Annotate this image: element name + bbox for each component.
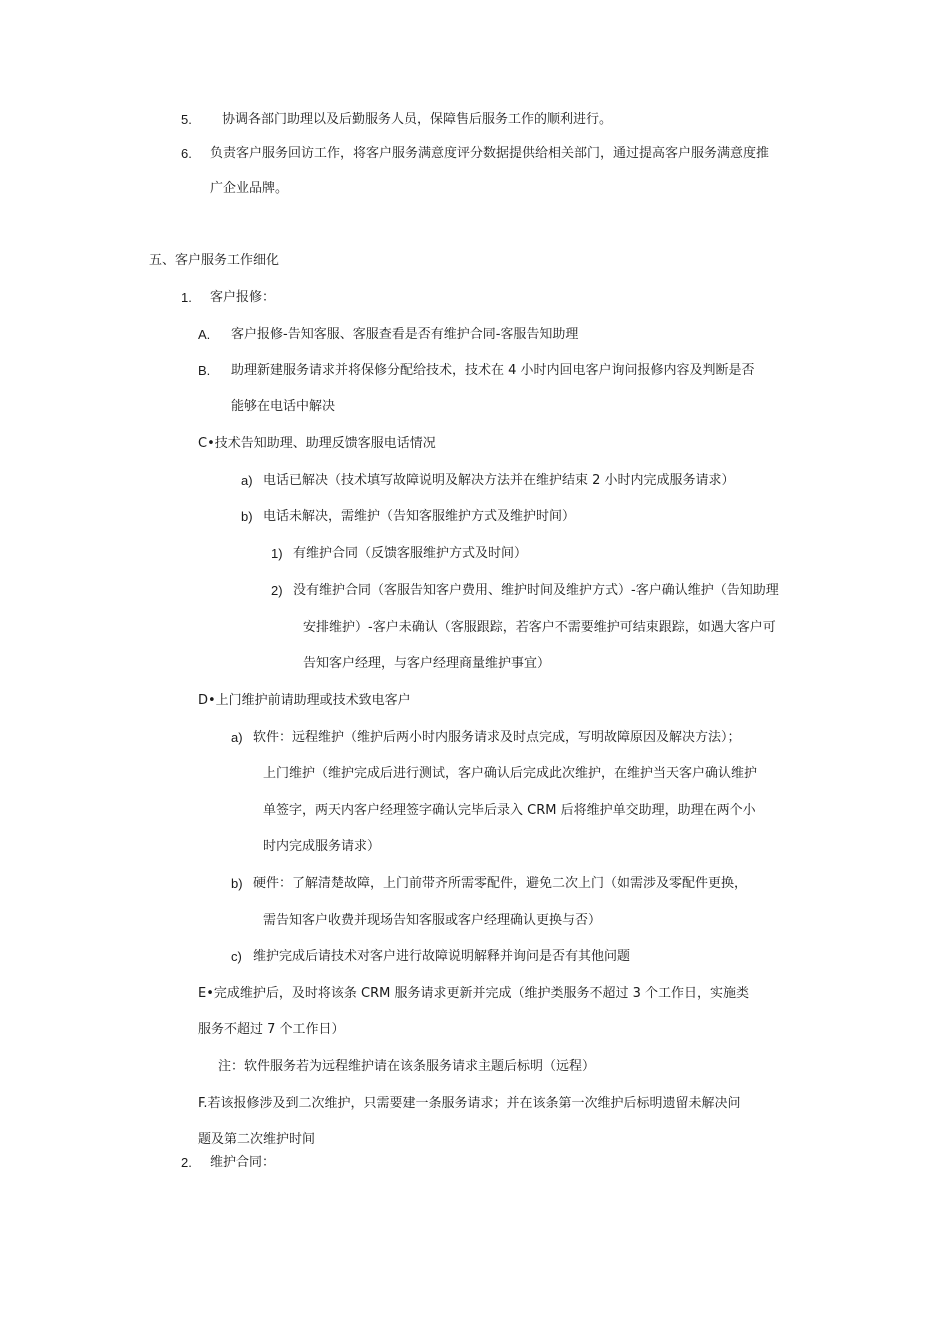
list-item-text: 没有维护合同（客服告知客户费用、维护时间及维护方式）-客户确认维护（告知助理: [293, 583, 779, 598]
list-item-continuation: 安排维护）-客户未确认（客服跟踪，若客户不需要维护可结束跟踪，如遇大客户可: [303, 620, 776, 635]
list-letter: B.: [198, 363, 211, 378]
section-heading: 五、客户服务工作细化: [149, 253, 280, 268]
list-number: 6.: [181, 146, 192, 161]
list-item-text: 助理新建服务请求并将保修分配给技术，技术在 4 小时内回电客户询问报修内容及判断是否: [231, 363, 755, 378]
note-text: 注：软件服务若为远程维护请在该条服务请求主题后标明（远程）: [218, 1059, 596, 1074]
list-item-text: 维护完成后请技术对客户进行故障说明解释并询问是否有其他问题: [253, 949, 631, 964]
list-item-continuation: 题及第二次维护时间: [198, 1132, 316, 1147]
list-item-continuation: 需告知客户收费并现场告知客服或客户经理确认更换与否）: [263, 913, 602, 928]
list-letter: A.: [198, 327, 211, 342]
list-item-continuation: 上门维护（维护完成后进行测试，客户确认后完成此次维护，在维护当天客户确认维护: [263, 766, 758, 781]
list-letter: c): [231, 949, 242, 964]
list-item-continuation: 广企业品牌。: [210, 181, 289, 196]
list-number: 5.: [181, 112, 192, 127]
list-item-continuation: 服务不超过 7 个工作日）: [198, 1022, 345, 1037]
list-item-text: 客户报修-告知客服、客服查看是否有维护合同-客服告知助理: [231, 327, 579, 342]
list-item-continuation: 能够在电话中解决: [231, 399, 336, 414]
list-item-text: D•上门维护前请助理或技术致电客户: [198, 693, 411, 708]
list-item-text: 有维护合同（反馈客服维护方式及时间）: [293, 546, 528, 561]
subsection-title: 客户报修：: [210, 290, 276, 305]
list-item-continuation: 时内完成服务请求）: [263, 839, 381, 854]
list-item-text: 硬件：了解清楚故障，上门前带齐所需零配件，避免二次上门（如需涉及零配件更换，: [253, 876, 748, 891]
list-item-text: 负责客户服务回访工作，将客户服务满意度评分数据提供给相关部门，通过提高客户服务满意度推: [210, 146, 770, 161]
list-item-text: C•技术告知助理、助理反馈客服电话情况: [198, 436, 436, 451]
list-item-text: 电话未解决，需维护（告知客服维护方式及维护时间）: [263, 509, 576, 524]
list-number: 2.: [181, 1155, 192, 1170]
list-item-text: 电话已解决（技术填写故障说明及解决方法并在维护结束 2 小时内完成服务请求）: [263, 473, 735, 488]
subsection-title: 维护合同：: [210, 1155, 276, 1170]
list-item-text: F.若该报修涉及到二次维护，只需要建一条服务请求；并在该条第一次维护后标明遗留未解决问: [198, 1096, 741, 1111]
list-item-continuation: 单签字，两天内客户经理签字确认完毕后录入 CRM 后将维护单交助理，助理在两个小: [263, 803, 756, 818]
list-item-text: E•完成维护后，及时将该条 CRM 服务请求更新并完成（维护类服务不超过 3 个工作日，实施类: [198, 986, 750, 1001]
list-number: 1): [271, 546, 283, 561]
list-item-text: 软件：远程维护（维护后两小时内服务请求及时点完成，写明故障原因及解决方法）；: [253, 730, 741, 745]
list-item-continuation: 告知客户经理，与客户经理商量维护事宜）: [303, 656, 551, 671]
list-item-text: 协调各部门助理以及后勤服务人员，保障售后服务工作的顺利进行。: [222, 112, 613, 127]
list-number: 2): [271, 583, 283, 598]
list-number: 1.: [181, 290, 192, 305]
list-letter: b): [231, 876, 243, 891]
list-letter: b): [241, 509, 253, 524]
list-letter: a): [241, 473, 253, 488]
list-letter: a): [231, 730, 243, 745]
